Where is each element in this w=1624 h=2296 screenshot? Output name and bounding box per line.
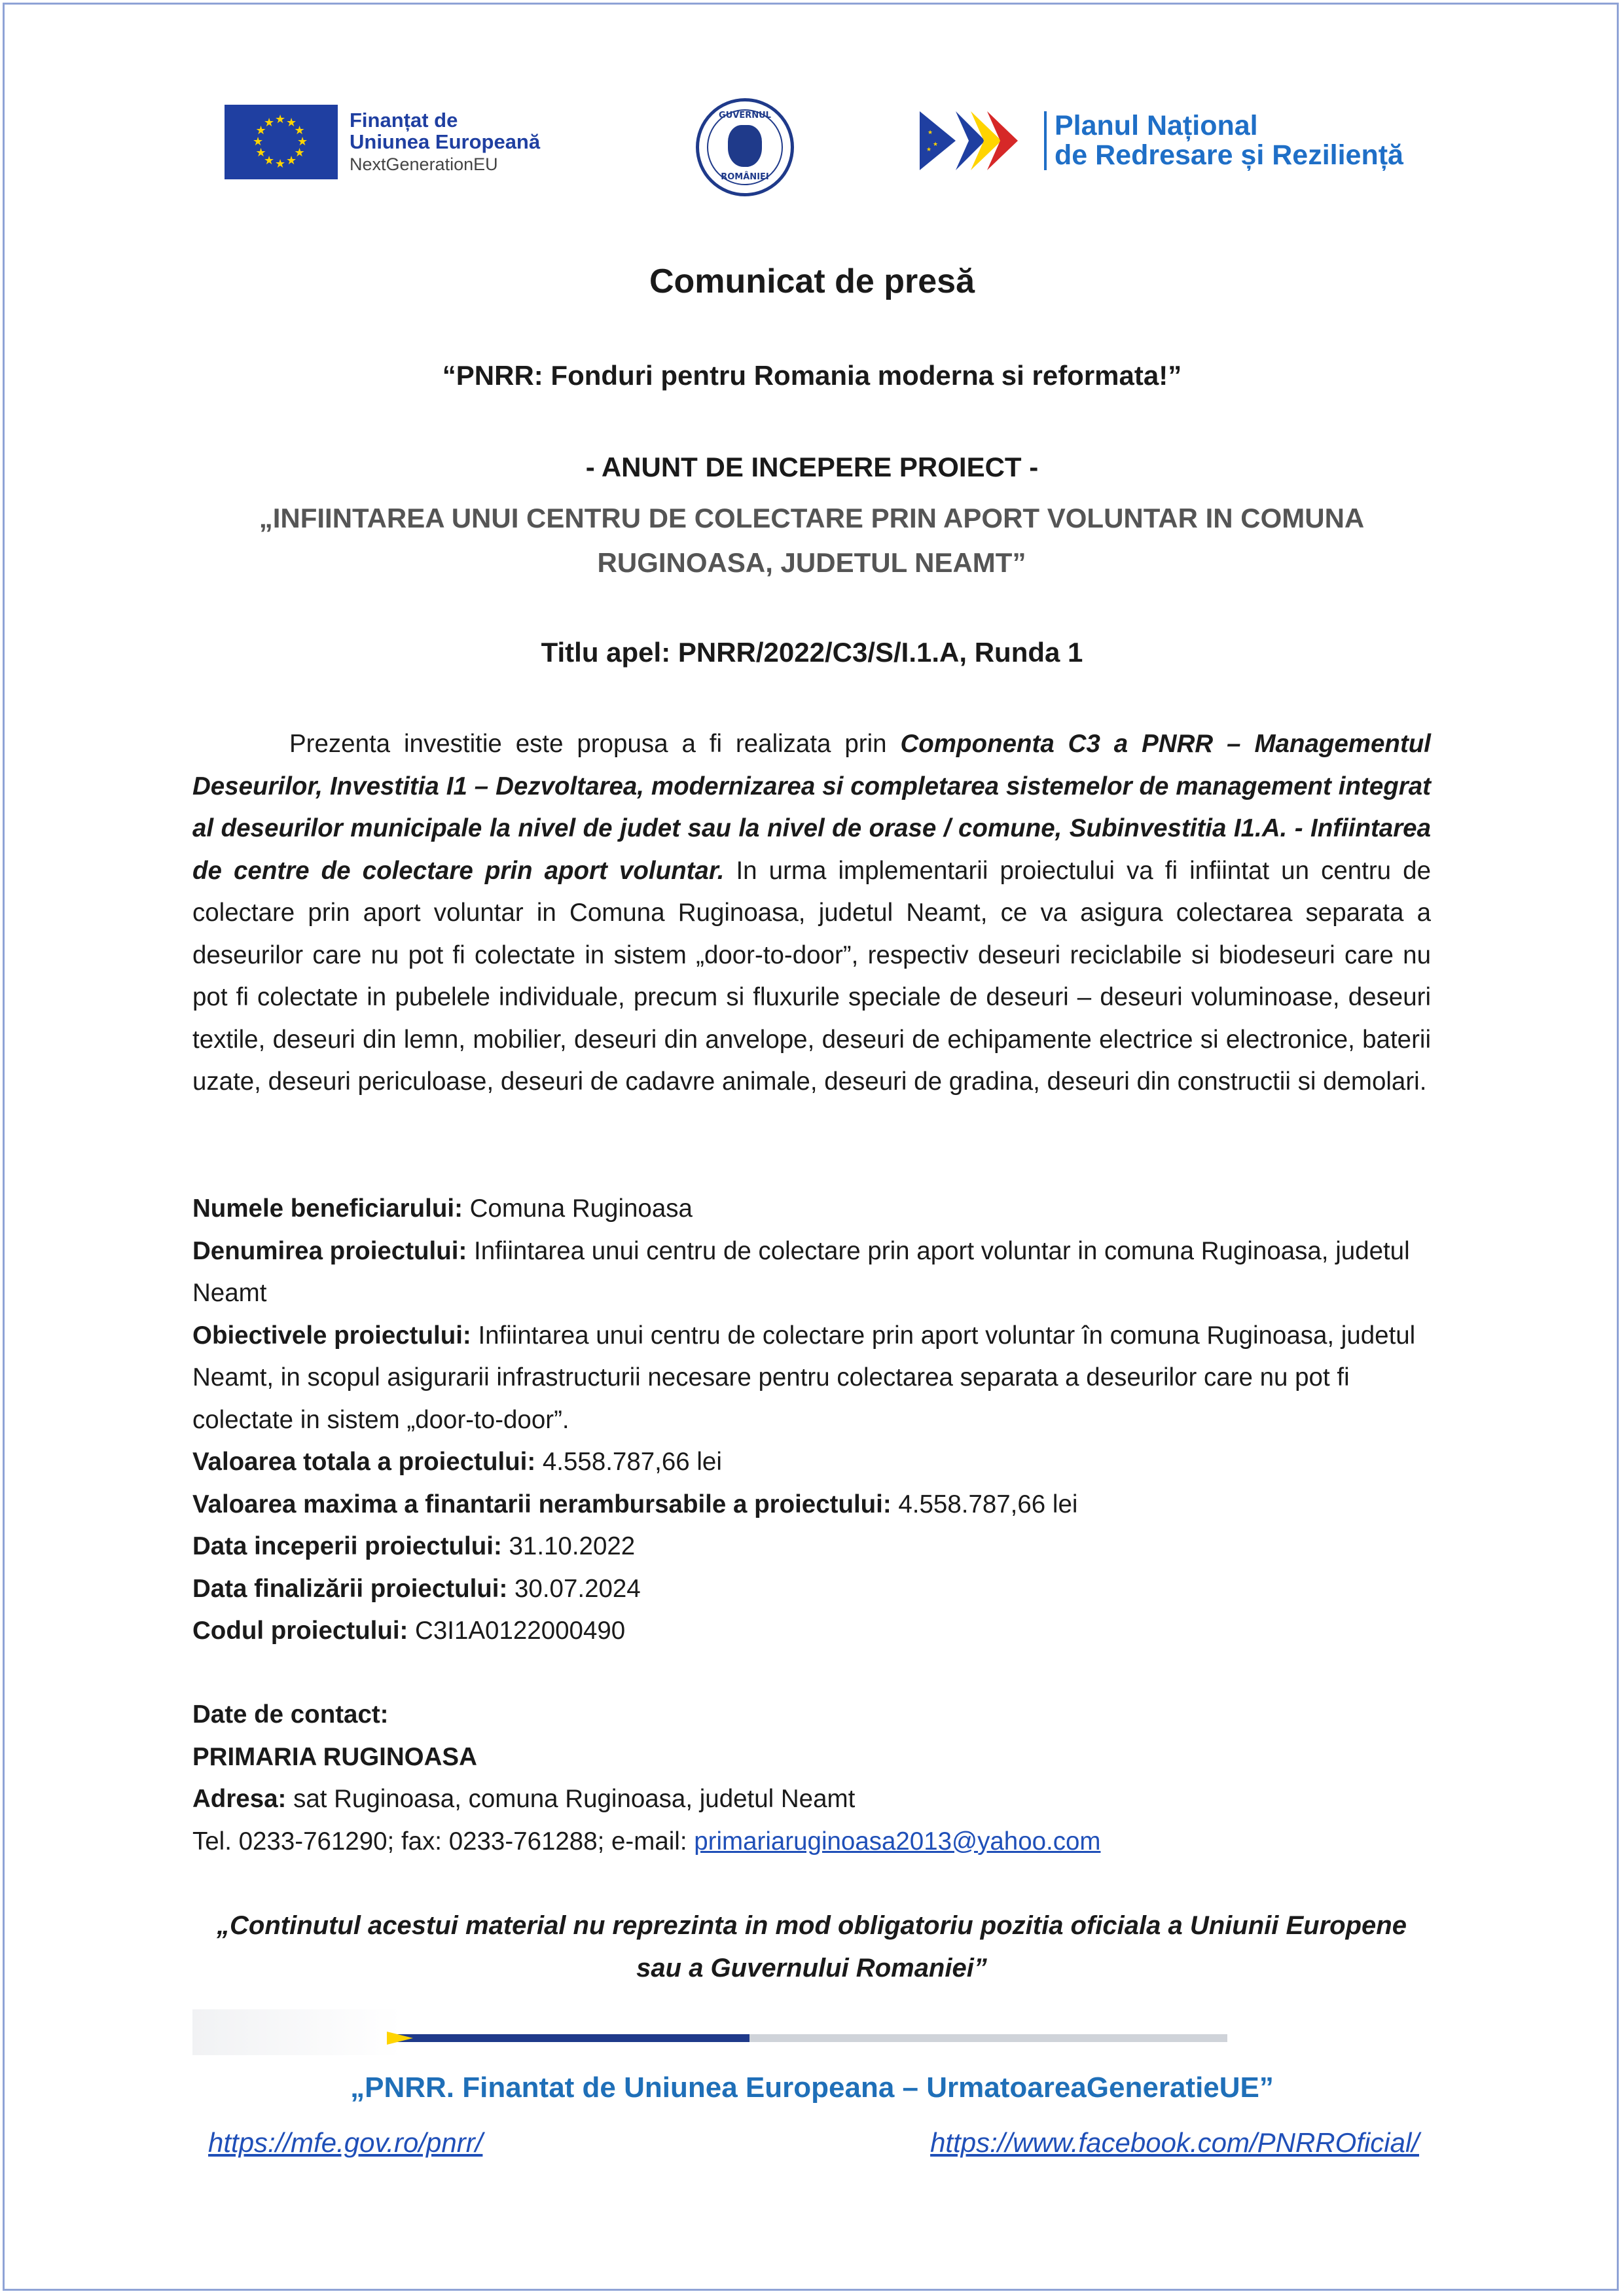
romanian-coat-of-arms-icon [696, 98, 794, 196]
eu-star-icon: ★ [255, 146, 266, 160]
detail-row [192, 1315, 1431, 1442]
project-details [192, 1188, 1431, 1653]
detail-label: Numele beneficiarului: [192, 1194, 463, 1223]
eu-star-icon: ★ [297, 135, 308, 149]
intro-paragraph: Prezenta investitie este propusa a fi realizata prin Componenta C3 a PNRR – Managementul Deseurilor, Investitia I1 – Dezvoltarea, modernizarea si completarea sistemelor de management integrat al deseurilor municipale la nivel de judet sau la nivel de orase / comune, Subinvestitia I1.A. - Infiintarea de centre de colectare prin aport voluntar. In urma implementarii proiectului va fi infiintat un centru de colectare prin aport voluntar in Comuna Ruginoasa, judetul Neamt, ce va asigura colectarea separata a deseurilor care nu pot fi colectate in sistem „door-to-door”, respectiv deseuri reciclabile si biodeseuri care nu pot fi colectate in pubelele individuale, precum si fluxurile speciale de deseuri – deseuri voluminoase, deseuri textile, deseuri din lemn, mobilier, deseuri din anvelope, deseuri de echipamente electrice si electronice, baterii uzate, deseuri periculoase, deseuri de cadavre animale, deseuri de gradina, deseuri din constructii si demolari. [192, 730, 1431, 1096]
contact-org: PRIMARIA RUGINOASA [192, 1742, 477, 1771]
eu-star-icon: ★ [294, 124, 305, 137]
detail-label: Valoarea totala a proiectului: [192, 1448, 536, 1476]
detail-row [192, 1188, 1431, 1230]
seal-bottom-text: ROMÂNIEI [721, 172, 769, 182]
detail-label: Denumirea proiectului: [192, 1236, 467, 1265]
eu-star-icon: ★ [275, 157, 286, 171]
seal-top-text: GUVERNUL [719, 111, 771, 120]
progress-fill [389, 2034, 749, 2042]
eu-disclaimer: „Continutul acestui material nu reprezinta in mod obligatoriu pozitia oficiala a Uniunii Europene sau a Guvernului Romaniei” [217, 1911, 1407, 1982]
eu-star-icon: ★ [286, 154, 297, 168]
detail-value: 31.10.2022 [501, 1532, 636, 1560]
detail-row [192, 1230, 1431, 1315]
eu-logo-line2: Uniunea Europeană [350, 130, 541, 153]
detail-value: 4.558.787,66 lei [535, 1448, 722, 1476]
address-value: sat Ruginoasa, comuna Ruginoasa, judetul Neamt [286, 1785, 856, 1813]
detail-row [192, 1568, 1431, 1611]
eu-star-icon: ★ [253, 135, 264, 149]
eu-star-icon: ★ [286, 115, 297, 130]
detail-value: Infiintarea unui centru de colectare prin aport voluntar in comuna Ruginoasa, judetul Neamt [192, 1236, 1410, 1307]
eagle-emblem [728, 125, 762, 167]
eu-flag-icon [225, 105, 338, 179]
header-logos [0, 98, 1624, 190]
svg-text:★: ★ [926, 147, 932, 153]
eu-star-icon: ★ [255, 124, 266, 137]
contact-heading: Date de contact: [192, 1700, 389, 1729]
eu-logo-line1: Finanțat de [350, 109, 458, 132]
facebook-link[interactable]: https://www.facebook.com/PNRROficial/ [930, 2127, 1419, 2158]
detail-value: Infiintarea unui centru de colectare prin aport voluntar în comuna Ruginoasa, judetul Neamt, in scopul asigurarii infrastructurii necesare pentru colectarea separata a deseurilor care nu pot fi colectate in sistem „door-to-door”. [192, 1321, 1416, 1434]
pnrr-arrows-icon [920, 108, 1038, 173]
project-title: „INFIINTAREA UNUI CENTRU DE COLECTARE PRIN APORT VOLUNTAR IN COMUNA RUGINOASA, JUDETUL NEAMT” [259, 503, 1365, 578]
email-link[interactable]: primariaruginoasa2013@yahoo.com [694, 1827, 1101, 1856]
footer-progress-bar [389, 2034, 1227, 2042]
detail-label: Valoarea maxima a finantarii nerambursabile a proiectului: [192, 1490, 892, 1518]
detail-value: C3I1A0122000490 [408, 1617, 626, 1645]
address-label: Adresa: [192, 1785, 287, 1813]
detail-row [192, 1484, 1431, 1526]
page-title: Comunicat de presă [649, 262, 975, 300]
pnrr-logo [920, 108, 1403, 173]
detail-row [192, 1441, 1431, 1484]
footer-decoration [192, 2009, 402, 2055]
footer-slogan: „PNRR. Finantat de Uniunea Europeana – UrmatoareaGeneratieUE” [350, 2072, 1274, 2104]
detail-label: Data inceperii proiectului: [192, 1532, 502, 1560]
eu-star-icon: ★ [264, 115, 275, 130]
detail-value: 30.07.2024 [507, 1574, 641, 1603]
pnrr-logo-line2: de Redresare și Reziliență [1055, 139, 1403, 171]
detail-row [192, 1526, 1431, 1568]
svg-text:★: ★ [928, 130, 933, 136]
component-description: Componenta C3 a PNRR – Managementul Deseurilor, Investitia I1 – Dezvoltarea, modernizarea si completarea sistemelor de management integrat al deseurilor municipale la nivel de judet sau la nivel de orase / comune, Subinvestitia I1.A. - Infiintarea de centre de colectare prin aport voluntar. [192, 730, 1431, 885]
eu-logo-line3: NextGenerationEU [350, 154, 498, 175]
detail-label: Data finalizării proiectului: [192, 1574, 508, 1603]
detail-value: 4.558.787,66 lei [891, 1490, 1078, 1518]
contact-block [192, 1694, 1431, 1863]
eu-star-icon: ★ [294, 146, 305, 160]
detail-row [192, 1610, 1431, 1653]
phone-fax: Tel. 0233-761290; fax: 0233-761288; e-mail: [192, 1827, 695, 1856]
call-title: Titlu apel: PNRR/2022/C3/S/I.1.A, Runda 1 [541, 637, 1083, 668]
announcement-label: - ANUNT DE INCEPERE PROIECT - [585, 452, 1039, 482]
eu-logo [225, 105, 540, 179]
eu-star-icon: ★ [275, 113, 286, 126]
mfe-link[interactable]: https://mfe.gov.ro/pnrr/ [208, 2127, 483, 2158]
detail-label: Codul proiectului: [192, 1617, 408, 1645]
detail-value: Comuna Ruginoasa [462, 1194, 693, 1223]
pnrr-logo-line1: Planul Național [1055, 109, 1258, 141]
detail-label: Obiectivele proiectului: [192, 1321, 471, 1350]
svg-text:★: ★ [933, 141, 939, 148]
slogan: “PNRR: Fonduri pentru Romania moderna si reformata!” [442, 360, 1182, 391]
eu-star-icon: ★ [264, 154, 275, 168]
